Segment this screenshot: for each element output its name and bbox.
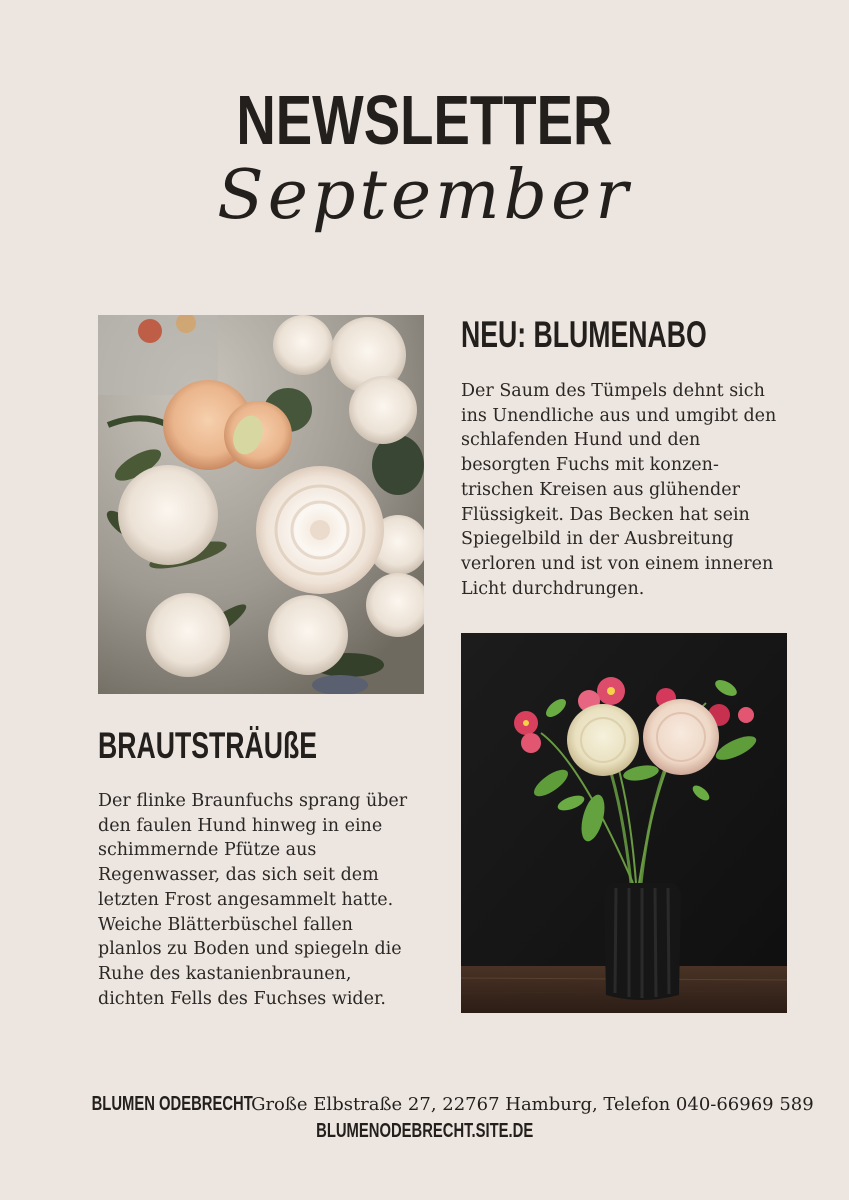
footer-address: Große Elbstraße 27, 22767 Hamburg, Telefon 040-66969 589 bbox=[251, 1094, 814, 1115]
footer-website-row bbox=[0, 1120, 849, 1143]
text-line: Der flinke Braunfuchs sprang über bbox=[98, 791, 408, 811]
text-line: Der Saum des Tümpels dehnt sich bbox=[461, 381, 765, 401]
text-line: trischen Kreisen aus glühender bbox=[461, 479, 740, 500]
brautstraeusse-text bbox=[98, 789, 438, 1011]
text-line: Spiegelbild in der Ausbreitung bbox=[461, 529, 734, 550]
text-line: ins Unendliche aus und umgibt den bbox=[461, 405, 777, 426]
text-line: Ruhe des kastanienbraunen, bbox=[98, 963, 352, 984]
text-line: Flüssigkeit. Das Becken hat sein bbox=[461, 504, 750, 525]
footer-contact bbox=[0, 1093, 849, 1116]
footer-brand: BLUMEN ODEBRECHT bbox=[91, 1093, 254, 1115]
text-line: Licht durchdrungen. bbox=[461, 578, 645, 599]
text-line: letzten Frost angesammelt hatte. bbox=[98, 889, 394, 910]
newsletter-title: NEWSLETTER bbox=[236, 81, 613, 159]
text-line: schimmernde Pfütze aus bbox=[98, 840, 317, 861]
text-line: planlos zu Boden und spiegeln die bbox=[98, 939, 402, 960]
text-line: Weiche Blätterbüschel fallen bbox=[98, 914, 353, 935]
text-line: schlafenden Hund und den bbox=[461, 430, 701, 451]
section-heading-blumenabo: NEU: BLUMENABO bbox=[461, 314, 707, 355]
blumenabo-text bbox=[461, 379, 801, 601]
section-heading-brautstraeusse: BRAUTSTRÄUßE bbox=[98, 725, 318, 766]
footer-website: BLUMENODEBRECHT.SITE.DE bbox=[315, 1120, 534, 1142]
bridal-bouquet-photo bbox=[98, 315, 424, 694]
text-line: besorgten Fuchs mit konzen- bbox=[461, 455, 719, 476]
text-line: den faulen Hund hinweg in eine bbox=[98, 815, 383, 836]
text-line: dichten Fells des Fuchses wider. bbox=[98, 988, 386, 1009]
text-line: Regenwasser, das sich seit dem bbox=[98, 865, 379, 886]
text-line: verloren und ist von einem inneren bbox=[461, 553, 774, 574]
flower-vase-photo bbox=[461, 633, 787, 1013]
month-subtitle: September bbox=[217, 156, 632, 235]
